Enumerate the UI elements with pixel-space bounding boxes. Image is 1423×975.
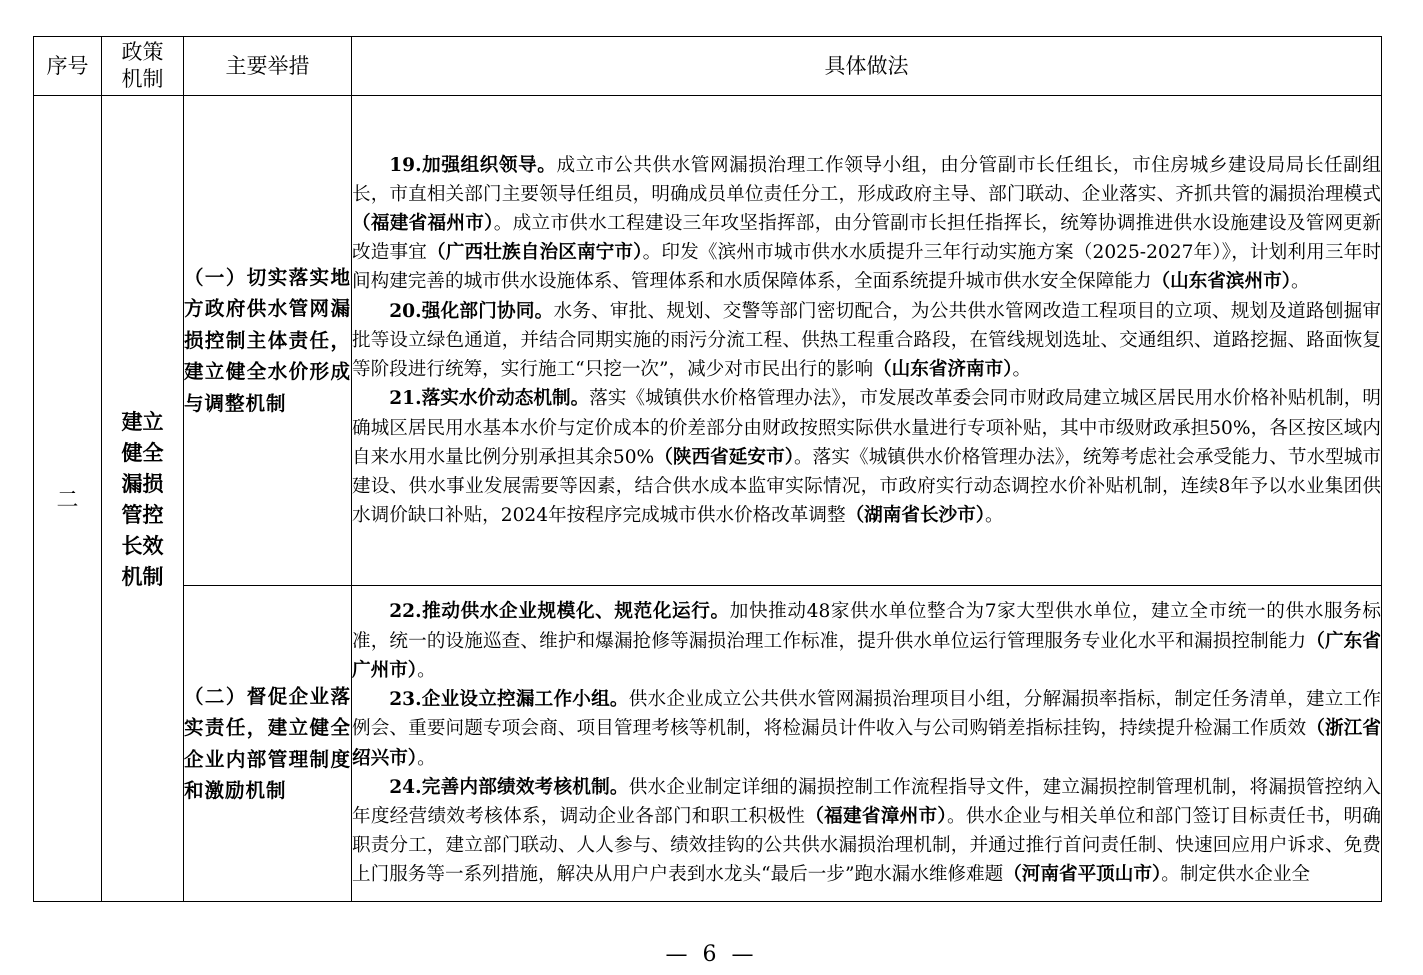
table-row <box>34 96 1382 586</box>
detail-item-20 <box>352 297 1381 385</box>
detail-item-22 <box>352 597 1381 685</box>
item-text: 。 <box>1012 359 1032 381</box>
item-text: 。 <box>417 659 436 681</box>
detail-clip <box>352 597 1381 889</box>
item-city: （福建省福州市） <box>352 213 494 235</box>
item-text: 。 <box>985 505 1004 527</box>
policy-table <box>33 36 1382 902</box>
item-title: 20.强化部门协同。 <box>389 300 554 322</box>
item-city: （河南省平顶山市） <box>1003 864 1162 886</box>
section-seq: 二 <box>34 96 102 902</box>
item-city: （湖南省长沙市） <box>845 505 986 527</box>
detail-item-24 <box>352 773 1381 890</box>
header-detail: 具体做法 <box>352 37 1382 96</box>
item-city: （陕西省延安市） <box>654 446 795 468</box>
item-text: 。 <box>1291 271 1310 293</box>
item-text: 供水企业成立公共供水管网漏损治理项目小组，分解漏损率指标，制定任务清单，建立工作例会、重要问题专项会商、项目管理考核等机制，将检漏员计件收入与公司购销差指标挂钩，持续提升检漏工作质效 <box>352 689 1381 740</box>
header-measure: 主要举措 <box>184 37 352 96</box>
item-city: （浙江省绍兴市） <box>352 718 1381 769</box>
mechanism-text: 建立健全漏损管控长效机制 <box>121 408 164 589</box>
item-city: （山东省济南市） <box>873 359 1013 381</box>
section-mechanism <box>102 96 184 902</box>
item-text: 成立市公共供水管网漏损治理工作领导小组，由分管副市长任组长，市住房城乡建设局局长任副组长，市直相关部门主要领导任组员，明确成员单位责任分工，形成政府主导、部门联动、企业落实、齐抓共管的漏损治理模式 <box>352 154 1381 205</box>
item-text: 加快推动48家供水单位整合为7家大型供水单位，建立全市统一的供水服务标准，统一的设施巡查、维护和爆漏抢修等漏损治理工作标准，提升供水单位运行管理服务专业化水平和漏损控制能力 <box>352 601 1381 652</box>
item-text: 供水企业制定详细的漏损控制工作流程指导文件，建立漏损控制管理机制，将漏损管控纳入年度经营绩效考核体系，调动企业各部门和职工积极性 <box>352 776 1381 827</box>
table-row <box>34 586 1382 902</box>
item-text: 。落实《城镇供水价格管理办法》，统筹考虑社会承受能力、节水型城市建设、供水事业发展需要等因素，结合供水成本监审实际情况，市政府实行动态调控水价补贴机制，连续8年予以水业集团供水调价缺口补贴，2024年按程序完成城市供水价格改革调整 <box>352 446 1382 527</box>
detail-item-21 <box>352 384 1381 530</box>
item-title: 23.企业设立控漏工作小组。 <box>389 689 629 711</box>
page-number: — 6 — <box>665 942 758 967</box>
item-text: 。制定供水企业全 <box>1161 864 1311 886</box>
item-text: 水务、审批、规划、交警等部门密切配合，为公共供水管网改造工程项目的立项、规划及道路刨掘审批等设立绿色通道，并结合同期实施的雨污分流工程、供热工程重合路段，在管线规划选址、交通组织、道路挖掘、路面恢复等阶段进行统筹，实行施工“只挖一次”，减少对市民出行的影响 <box>352 300 1381 381</box>
detail-cell-1 <box>352 96 1382 586</box>
detail-cell-2 <box>352 586 1382 902</box>
item-title: 21.落实水价动态机制。 <box>389 388 590 410</box>
item-text: 落实《城镇供水价格管理办法》，市发展改革委会同市财政局建立城区居民用水价格补贴机制，明确城区居民用水基本水价与定价成本的价差部分由财政按照实际供水量进行专项补贴，其中市级财政承担50%，各区按区域内自来水用水量比例分别承担其余50% <box>352 388 1381 468</box>
item-text: 。 <box>417 747 436 769</box>
table-header <box>34 37 1382 96</box>
item-text: 。成立市供水工程建设三年攻坚指挥部，由分管副市长担任指挥长，统筹协调推进供水设施建设及管网更新改造事宜 <box>352 213 1381 264</box>
detail-item-23 <box>352 685 1381 773</box>
item-city: （山东省滨州市） <box>1151 271 1291 293</box>
detail-item-19 <box>352 151 1381 297</box>
item-title: 24.完善内部绩效考核机制。 <box>389 776 629 798</box>
item-title: 22.推动供水企业规模化、规范化运行。 <box>389 601 730 623</box>
item-title: 19.加强组织领导。 <box>389 154 557 176</box>
item-city: （福建省漳州市） <box>805 805 947 827</box>
header-mechanism-label: 政策机制 <box>121 40 164 91</box>
item-text: 。印发《滨州市城市供水水质提升三年行动实施方案（2025-2027年）》，计划利用三年时间构建完善的城市供水设施体系、管理体系和水质保障体系，全面系统提升城市供水安全保障能力 <box>352 242 1381 293</box>
item-city: （广东省广州市） <box>352 630 1381 681</box>
item-text: 。供水企业与相关单位和部门签订目标责任书，明确职责分工，建立部门联动、人人参与、绩效挂钩的公共供水漏损治理机制，并通过推行首问责任制、快速回应用户诉求、免费上门服务等一系列措施，解决从用户户表到水龙头“最后一步”跑水漏水维修难题 <box>352 805 1381 886</box>
item-city: （广西壮族自治区南宁市） <box>426 242 643 264</box>
header-mechanism <box>102 37 184 96</box>
measure-cell-1: （一）切实落实地方政府供水管网漏损控制主体责任，建立健全水价形成与调整机制 <box>184 96 352 586</box>
header-seq: 序号 <box>34 37 102 96</box>
measure-cell-2: （二）督促企业落实责任，建立健全企业内部管理制度和激励机制 <box>184 586 352 902</box>
